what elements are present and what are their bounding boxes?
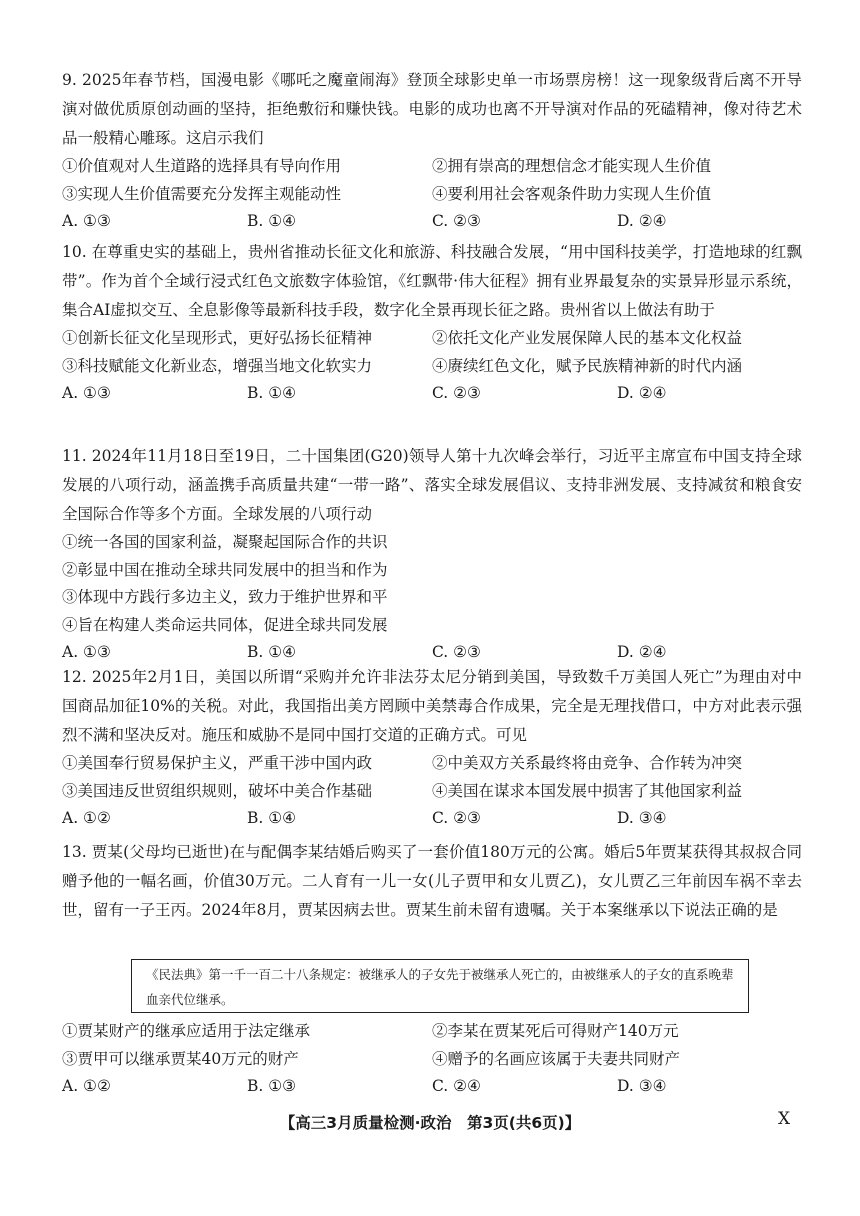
answer-choice: B. ①④ [247,212,297,230]
option-item: ③体现中方践行多边主义，致力于维护世界和平 [62,588,388,606]
answer-choices [62,805,802,833]
option-row [62,153,802,181]
option-item: ①创新长征文化呈现形式，更好弘扬长征精神 [62,329,373,347]
option-row [62,353,802,381]
option-item: ①贾某财产的继承应适用于法定继承 [62,1022,311,1040]
option-item: ①统一各国的国家利益，凝聚起国际合作的共识 [62,533,388,551]
option-item: ④赠予的名画应该属于夫妻共同财产 [432,1049,681,1068]
answer-choice: A. ①② [62,809,111,827]
option-row [62,778,802,806]
option-item: ④要利用社会客观条件助力实现人生价值 [432,184,712,203]
question-stem: 13. 贾某(父母均已逝世)在与配偶李某结婚后购买了一套价值180万元的公寓。婚后5年贾某获得其叔叔合同赠予他的一幅名画，价值30万元。二人育有一儿一女(儿子贾甲和女儿贾乙)，女儿贾乙三年前因车祸不幸去世，留有一子王丙。2024年8月，贾某因病去世。贾某生前未留有遗嘱。关于本案继承以下说法正确的是 [62,843,802,919]
option-item: ②彰显中国在推动全球共同发展中的担当和作为 [62,560,388,579]
option-item: ①美国奉行贸易保护主义，严重干涉中国内政 [62,754,373,772]
option-item: ③科技赋能文化新业态，增强当地文化软实力 [62,356,373,375]
option-item: ④旨在构建人类命运共同体，促进全球共同发展 [62,615,388,634]
answer-choice: D. ②④ [617,643,667,661]
question-stem: 9. 2025年春节档，国漫电影《哪吒之魔童闹海》登顶全球影史单一市场票房榜！这一现象级背后离不开导演对做优质原创动画的坚持，拒绝敷衍和赚快钱。电影的成功也离不开导演对作品的死磕精神，像对待艺术品一般精心雕琢。这启示我们 [62,71,802,147]
answer-choice: B. ①④ [247,643,297,661]
option-row [62,1018,802,1046]
answer-choice: B. ①④ [247,384,297,402]
option-item: ②拥有崇高的理想信念才能实现人生价值 [432,157,712,175]
option-item: ③实现人生价值需要充分发挥主观能动性 [62,184,342,203]
answer-choice: B. ①④ [247,809,297,827]
option-item: ③美国违反世贸组织规则，破坏中美合作基础 [62,781,373,800]
answer-choice: C. ②③ [432,212,481,230]
page-footer: 【高三3月质量检测·政治 第3页(共6页)】 [279,1114,581,1132]
question-10 [62,238,802,408]
answer-choice: D. ③④ [617,1077,667,1095]
option-item: ④美国在谋求本国发展中损害了其他国家利益 [432,781,743,800]
question-stem: 12. 2025年2月1日，美国以所谓“采购并允许非法芬太尼分销到美国，导致数千万美国人死亡”为理由对中国商品加征10%的关税。对此，我国指出美方罔顾中美禁毒合作成果，完全是无理找借口，中方对此表示强烈不满和坚决反对。施压和威胁不是同中国打交道的正确方式。可见 [62,668,802,744]
answer-choice: D. ③④ [617,809,667,827]
option-item: ②依托文化产业发展保障人民的基本文化权益 [432,329,743,347]
option-item: ②李某在贾某死后可得财产140万元 [432,1022,679,1040]
answer-choice: C. ②③ [432,809,481,827]
option-row [62,181,802,209]
answer-choice: C. ②③ [432,384,481,402]
option-row [62,750,802,778]
question-stem: 11. 2024年11月18日至19日，二十国集团(G20)领导人第十九次峰会举行，习近平主席宣布中国支持全球发展的八项行动，涵盖携手高质量共建“一带一路”、落实全球发展倡议、支持非洲发展、支持减贫和粮食安全国际合作等多个方面。全球发展的八项行动 [62,447,802,523]
question-9 [62,66,802,236]
question-12 [62,663,802,833]
paper-version-mark: X [778,1109,791,1129]
answer-choices [62,208,802,236]
option-row [62,325,802,353]
question-13-options [62,1018,802,1101]
question-13 [62,838,802,925]
option-item: ③贾甲可以继承贾某40万元的财产 [62,1049,299,1068]
answer-choice: C. ②④ [432,1077,481,1095]
answer-choice: D. ②④ [617,384,667,402]
answer-choices [62,380,802,408]
answer-choice: C. ②③ [432,643,481,661]
answer-choices [62,1073,802,1101]
law-quote-box: 《民法典》第一千一百二十八条规定：被继承人的子女先于被继承人死亡的，由被继承人的子女的直系晚辈血亲代位继承。 [131,959,749,1013]
question-11 [62,442,802,667]
answer-choice: A. ①③ [62,212,111,230]
answer-choice: B. ①③ [247,1077,297,1095]
question-stem: 10. 在尊重史实的基础上，贵州省推动长征文化和旅游、科技融合发展，“用中国科技美学，打造地球的红飘带”。作为首个全域行浸式红色文旅数字体验馆，《红飘带·伟大征程》拥有业界最复杂的实景异形显示系统，集合AI虚拟交互、全息影像等最新科技手段，数字化全景再现长征之路。贵州省以上做法有助于 [62,243,802,319]
option-item: ④赓续红色文化，赋予民族精神新的时代内涵 [432,356,743,375]
answer-choice: A. ①② [62,1077,111,1095]
option-item: ②中美双方关系最终将由竞争、合作转为冲突 [432,754,743,772]
option-row [62,1046,802,1074]
option-item: ①价值观对人生道路的选择具有导向作用 [62,157,342,175]
answer-choice: D. ②④ [617,212,667,230]
answer-choice: A. ①③ [62,384,111,402]
answer-choice: A. ①③ [62,643,111,661]
